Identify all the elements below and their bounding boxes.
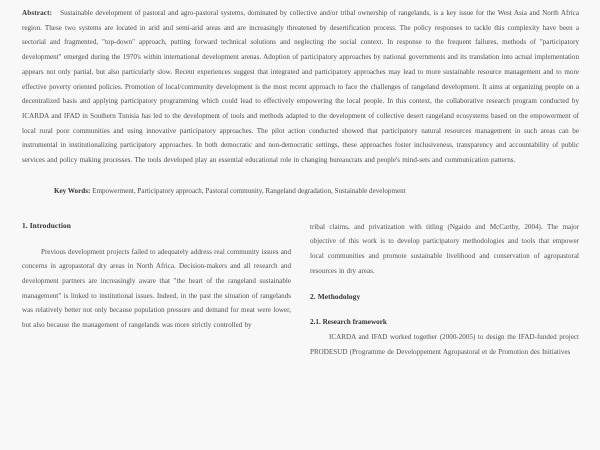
heading-methodology: 2. Methodology [310,292,361,302]
abstract-text: Sustainable development of pastoral and agro-pastoral systems, dominated by collective and/or tribal ownership of rangelands, is a key issue for the West Asia and North Africa region. These two systems are located in arid and semi-arid areas and are increasingly threatened by desertification process. The policy responses to tackle this complexity have been a sectorial and fragmented, "top-down" approach, putting forward technical solutions and neglecting the social context. In response to the frequent failures, methods of "participatory development" emerged during the 1970's within international development arenas. Adoption of participatory approaches by national governments and its translation into actual implementation appears not only partial, but also particularly slow. Recent experiences suggest that integrated and participatory approaches may lead to more sustainable resource management and to more effective poverty oriented policies. Promotion of local/community development is the most recent approach to face the challenges of rangeland development. It aims at organizing people on a decentralized basis and applying participatory programming which could lead to effectively empowering the local people. In this context, the collaborative research program conducted by ICARDA and IFAD in Southern Tunisia has led to the development of tools and methods adapted to the development of collective desert rangeland ecosystems based on the empowerment of local rural poor communities and using innovative participatory approaches. The pilot action conducted showed that participatory natural resources management in such areas can be instrumental in institutionalizing participatory approaches. In both democratic and non-democratic settings, these approaches foster inclusiveness, transparency and accountability of public services and policy making processes. The tools developed play an essential educational role in changing bureaucrats and people's mind-sets and communication patterns. [22,9,579,165]
heading-research-framework: 2.1. Research framework [310,318,387,327]
keywords-label: Key Words: [54,186,91,195]
left-column [22,220,291,333]
abstract-label: Abstract: [22,9,53,17]
page-content-area [22,6,579,446]
introduction-paragraph: Previous development projects failed to adequately address real community issues and concerns in agropastoral dry areas in North Africa. Decision-makers and all research and development partners are increasingly aware that "the heart of the rangeland sustainable management" is linked to institutional issues. Indeed, in the past the situation of rangelands was relatively better not only because population pressure and demand for meat were lower, but also because the management of rangelands was more strictly controlled by [22,247,291,329]
keywords-text: Empowerment, Participatory approach, Pastoral community, Rangeland degradation, Sustainable development [92,186,406,195]
introduction-paragraph-continued: tribal claims, and privatization with titling (Ngaido and McCarthy, 2004). The major objective of this work is to develop participatory methodologies and tools that empower local communities and promote sustainable livelihood and conservation of agropastoral resources in dry areas. [310,222,579,275]
two-column-body [22,220,579,360]
keywords-block [22,185,579,198]
column-spacer [310,278,579,291]
abstract-block [22,6,579,168]
right-column [310,220,579,360]
research-framework-paragraph: ICARDA and IFAD worked together (2000-2005) to design the IFAD-funded project PRODESUD (Programme de Developpement Agropastoral et de Promotion des Initiatives [310,333,579,356]
heading-introduction: 1. Introduction [22,220,72,230]
